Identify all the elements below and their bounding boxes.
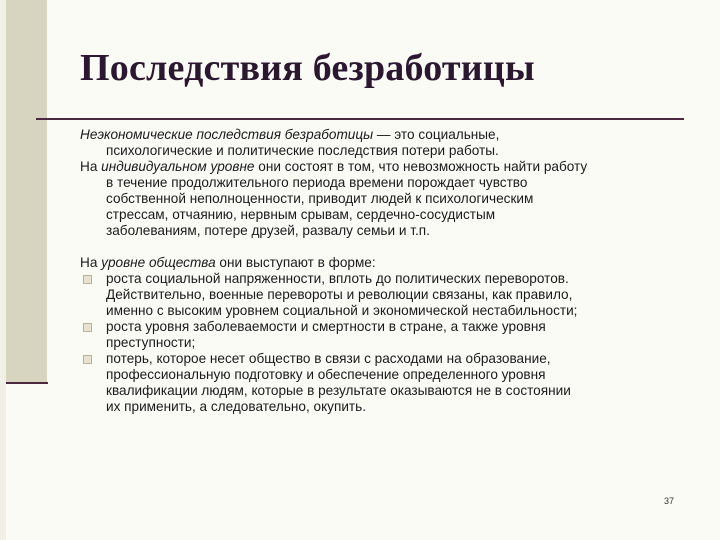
society-text: они выступают в форме: <box>215 255 376 270</box>
list-item <box>80 319 690 351</box>
individual-text-2: в течение продолжительного периода времени порождает чувство <box>106 175 528 190</box>
individual-prefix: На <box>80 159 102 174</box>
individual-text-4: стрессам, отчаянию, нервным срывам, сердечно-сосудистым <box>106 207 496 222</box>
decorative-side-bar <box>6 0 47 384</box>
paragraph-definition <box>80 127 690 159</box>
individual-text-5: заболеваниям, потере друзей, развалу семьи и т.п. <box>106 223 430 238</box>
slide-body <box>80 127 690 415</box>
paragraph-individual-level <box>80 159 690 239</box>
list-item <box>80 271 690 319</box>
square-bullet-icon <box>83 355 92 364</box>
society-prefix: На <box>80 255 102 270</box>
paragraph-gap <box>80 239 690 255</box>
term-non-economic: Неэкономические последствия безработицы <box>80 127 374 142</box>
paragraph-society-level <box>80 255 690 271</box>
list-item <box>80 351 690 415</box>
definition-text-cont: психологические и политические последствия потери работы. <box>106 143 499 158</box>
list-item-line: квалификации людям, которые в результате оказываются не в состоянии <box>106 383 571 398</box>
term-society-level: уровне общества <box>101 255 216 270</box>
page-number: 37 <box>664 496 675 506</box>
square-bullet-icon <box>83 323 92 332</box>
list-item-line: роста социальной напряженности, вплоть до политических переворотов. <box>106 271 569 286</box>
list-item-line: именно с высоким уровнем социальной и экономической нестабильности; <box>106 303 578 318</box>
list-item-line: роста уровня заболеваемости и смертности в стране, а также уровня <box>106 319 546 334</box>
list-item-line: их применить, а следовательно, окупить. <box>106 399 367 414</box>
square-bullet-icon <box>83 275 92 284</box>
individual-text-3: собственной неполноценности, приводит людей к психологическим <box>106 191 534 206</box>
list-item-line: профессиональную подготовку и обеспечение определенного уровня <box>106 367 546 382</box>
decorative-side-underline <box>6 382 48 384</box>
definition-text: — это социальные, <box>373 127 500 142</box>
title-divider <box>36 118 684 120</box>
list-item-line: Действительно, военные перевороты и революции связаны, как правило, <box>106 287 573 302</box>
term-individual-level: индивидуальном уровне <box>101 159 255 174</box>
list-item-line: преступности; <box>106 335 196 350</box>
consequences-list <box>80 271 690 415</box>
slide-title: Последствия безработицы <box>80 47 535 89</box>
individual-text-1: они состоят в том, что невозможность найти работу <box>254 159 588 174</box>
list-item-line: потерь, которое несет общество в связи с расходами на образование, <box>106 351 551 366</box>
